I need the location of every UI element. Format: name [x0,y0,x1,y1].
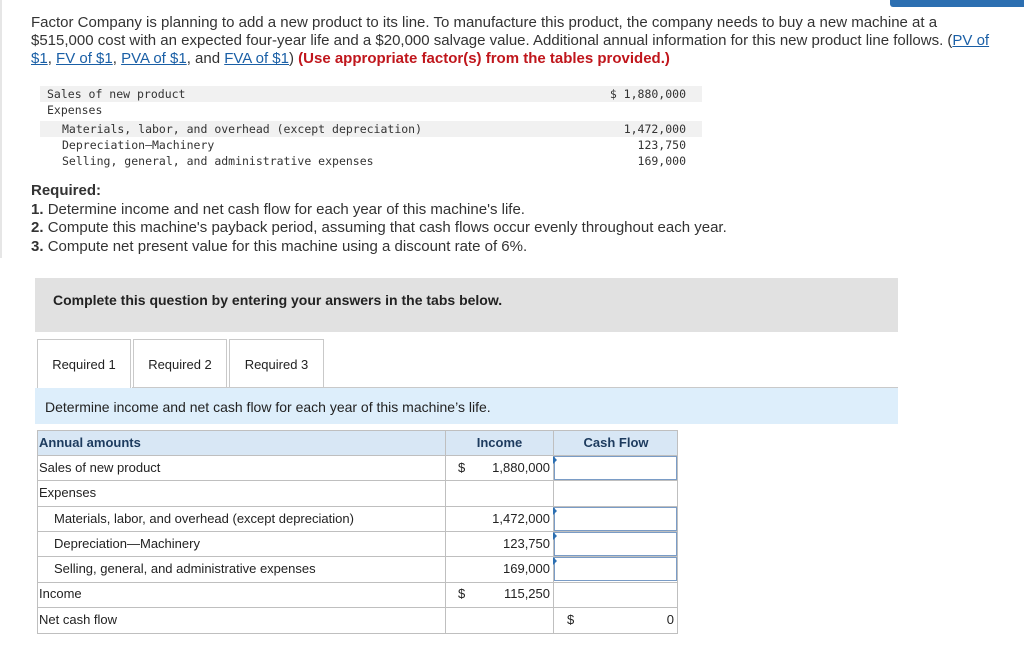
income-sales: 1,880,000 [492,460,550,475]
required-num: 2. [31,219,44,236]
left-rail [0,0,2,258]
info-table [40,86,702,169]
fv-link[interactable]: FV of $1 [56,50,113,67]
header-annual-amounts: Annual amounts [37,430,445,455]
income-dollar-sign: $ [458,586,466,601]
header-income: Income [446,430,553,455]
pv-link[interactable]: PV of $1 [31,32,990,67]
income-total: 115,250 [503,586,550,601]
income-depreciation: 123,750 [503,536,550,551]
info-row [40,86,702,102]
cashflow-sales-input[interactable] [554,456,677,480]
info-row [40,137,702,153]
grid-line [37,582,678,583]
input-flag-icon [553,507,557,515]
problem-close: ) [288,50,299,67]
grid-line [37,480,678,481]
grid-vline [445,430,446,633]
grid-line [37,633,678,634]
tab-instruction [35,388,898,424]
grid-vline [677,430,678,633]
info-row [40,153,702,169]
required-num: 3. [31,237,44,255]
input-flag-icon [553,456,557,464]
income-selling: 169,000 [503,561,550,576]
income-materials: 1,472,000 [492,511,550,526]
row-label-materials: Materials, labor, and overhead (except depreciation) [54,511,354,526]
info-row [40,121,702,137]
cashflow-selling-input[interactable] [554,557,677,581]
row-label-depreciation: Depreciation—Machinery [54,536,200,551]
info-label: Selling, general, and administrative expenses [62,154,374,168]
row-label-expenses: Expenses [39,485,97,500]
problem-sep-2: , [112,50,122,67]
cashflow-net-total: 0 [666,612,674,627]
required-item [31,238,727,257]
required-item [31,219,727,238]
instruction-text: Determine income and net cash flow for each year of this machine’s life. [45,399,491,415]
problem-statement [31,14,991,68]
input-flag-icon [553,532,557,540]
problem-intro: Factor Company is planning to add a new product to its line. To manufacture this product, the company needs to buy a new machine at a $515,000 cost with an expected four-year life and a $20,000 salvage value. Additional annual information for this new product line follows. ( [31,14,953,49]
info-label: Expenses [47,103,103,117]
fva-link[interactable]: FVA of $1 [224,50,289,67]
banner-text: Complete this question by entering your answers in the tabs below. [53,292,503,308]
required-num: 1. [31,200,44,218]
income-dollar-sign: $ [458,460,466,475]
grid-vline [37,430,38,633]
required-text: Compute this machine's payback period, assuming that cash flows occur evenly throughout each year. [47,219,727,236]
row-label-income: Income [39,586,82,601]
header-cash-flow: Cash Flow [554,430,678,455]
required-heading: Required: [31,182,102,199]
required-text: Compute net present value for this machine using a discount rate of 6%. [47,237,528,255]
instructions-banner [35,278,898,332]
info-label: Depreciation—Machinery [62,138,215,152]
pva-link[interactable]: PVA of $1 [121,50,187,67]
info-value: 169,000 [637,154,686,168]
info-label: Materials, labor, and overhead (except depreciation) [62,122,423,136]
cashflow-dollar-sign: $ [567,612,575,627]
info-label: Sales of new product [47,87,186,101]
problem-sep-3: , and [186,50,225,67]
info-row [40,102,702,118]
row-label-selling: Selling, general, and administrative expenses [54,561,316,576]
tab-required-1[interactable]: Required 1 [37,339,131,388]
problem-sep-1: , [47,50,57,67]
required-text: Determine income and net cash flow for each year of this machine's life. [47,200,525,218]
problem-hint: (Use appropriate factor(s) from the tables provided.) [298,50,670,67]
top-accent-bar [890,0,1024,7]
tab-required-3[interactable]: Required 3 [229,339,324,388]
info-value: 1,472,000 [623,122,686,136]
info-value: 123,750 [637,138,686,152]
cashflow-materials-input[interactable] [554,507,677,531]
row-label-net-cash-flow: Net cash flow [39,612,118,627]
tab-required-2[interactable]: Required 2 [133,339,227,388]
grid-line [37,430,678,431]
cashflow-depreciation-input[interactable] [554,532,677,556]
input-flag-icon [553,557,557,565]
grid-line [37,607,678,608]
info-value: $ 1,880,000 [609,87,686,101]
required-item [31,201,727,220]
row-label-sales: Sales of new product [39,460,161,475]
required-section [31,182,727,256]
